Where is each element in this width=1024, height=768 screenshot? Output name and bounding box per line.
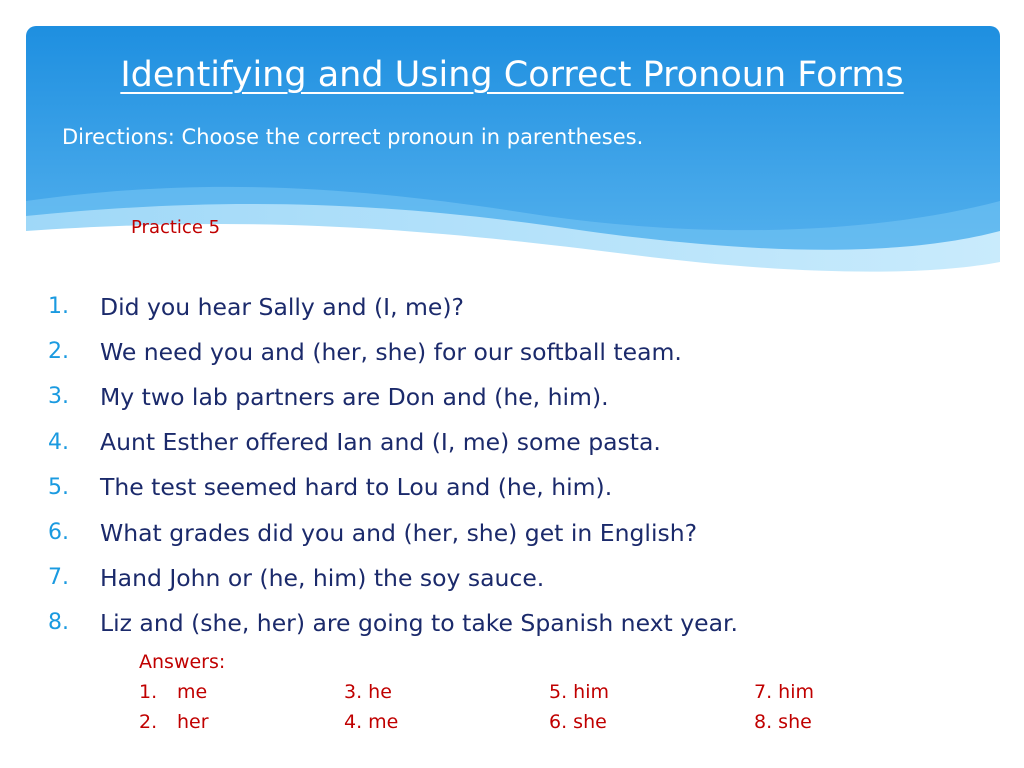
question-item [40, 420, 738, 465]
question-text: What grades did you and (her, she) get in English? [100, 518, 698, 547]
answer-2-number: 2. [139, 711, 158, 733]
question-item [40, 510, 738, 555]
answer-1-value: me [177, 681, 208, 703]
question-text: Aunt Esther offered Ian and (I, me) some pasta. [100, 428, 661, 457]
answers-heading: Answers: [139, 651, 226, 673]
answer-4: 4. me [344, 711, 399, 733]
question-number: 5. [48, 474, 69, 500]
question-item [40, 465, 738, 510]
answer-7: 7. him [754, 681, 814, 703]
slide-title [0, 52, 1024, 98]
answer-6: 6. she [549, 711, 607, 733]
answer-8: 8. she [754, 711, 812, 733]
practice-label: Practice 5 [131, 217, 221, 238]
question-number: 1. [48, 294, 69, 320]
answer-2-value: her [177, 711, 209, 733]
question-text: Liz and (she, her) are going to take Spanish next year. [100, 608, 738, 637]
question-list [40, 284, 738, 646]
question-text: Did you hear Sally and (I, me)? [100, 292, 465, 321]
answer-1-number: 1. [139, 681, 158, 703]
question-number: 8. [48, 610, 69, 636]
question-item [40, 374, 738, 419]
question-text: My two lab partners are Don and (he, him). [100, 382, 609, 411]
question-number: 3. [48, 384, 69, 410]
question-text: We need you and (her, she) for our softball team. [100, 337, 682, 366]
question-number: 2. [48, 339, 69, 365]
question-number: 4. [48, 429, 69, 455]
question-text: Hand John or (he, him) the soy sauce. [100, 563, 545, 592]
question-item [40, 555, 738, 600]
answer-5: 5. him [549, 681, 609, 703]
question-number: 6. [48, 520, 69, 546]
question-item [40, 329, 738, 374]
question-number: 7. [48, 565, 69, 591]
answer-3: 3. he [344, 681, 392, 703]
directions-text: Directions: Choose the correct pronoun in parentheses. [62, 125, 644, 149]
question-item [40, 600, 738, 645]
question-item [40, 284, 738, 329]
question-text: The test seemed hard to Lou and (he, him). [100, 473, 613, 502]
slide-title-text: Identifying and Using Correct Pronoun Forms [120, 55, 904, 95]
